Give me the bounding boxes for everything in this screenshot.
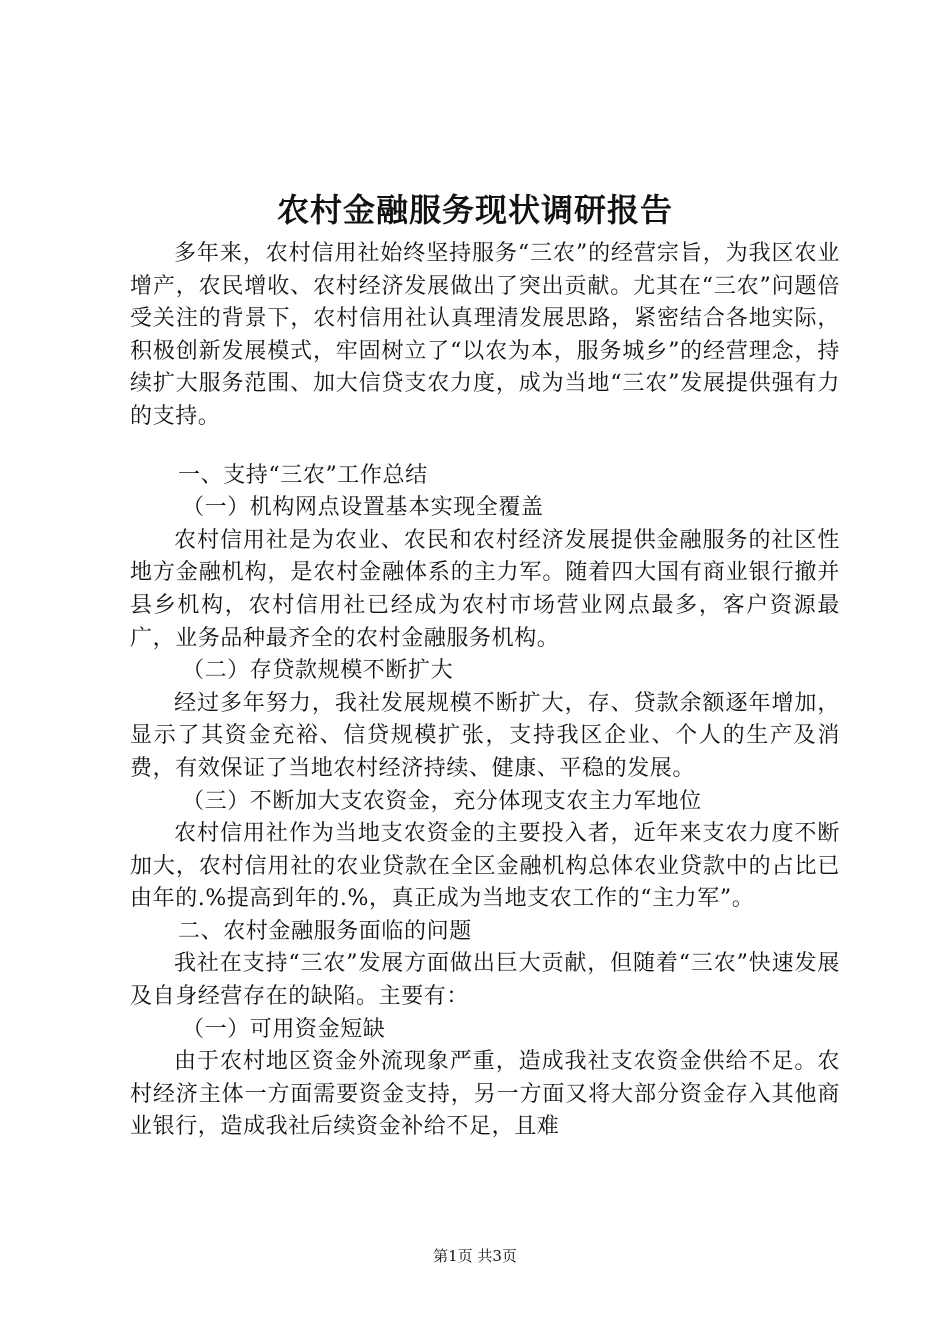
document-title: 农村金融服务现状调研报告 xyxy=(276,191,673,229)
intro-paragraph: 多年来，农村信用社始终坚持服务“三农”的经营宗旨，为我区农业增产，农民增收、农村经济发展做出了突出贡献。尤其在“三农”问题倍受关注的背景下，农村信用社认真理清发展思路，紧密结合各地实际，积极创新发展模式，牢固树立了“以农为本，服务城乡”的经营理念，持续扩大服务范围、加大信贷支农力度，成为当地“三农”发展提供强有力的支持。 xyxy=(130,241,840,429)
section-heading-2: 二、农村金融服务面临的问题 xyxy=(178,918,472,944)
paragraph-1-2: 经过多年努力，我社发展规模不断扩大，存、贷款余额逐年增加，显示了其资金充裕、信贷规模扩张，支持我区企业、个人的生产及消费，有效保证了当地农村经济持续、健康、平稳的发展。 xyxy=(130,690,840,781)
subsection-heading-1-1: （一）机构网点设置基本实现全覆盖 xyxy=(182,495,544,521)
page-number-footer: 第1页 共3页 xyxy=(433,1247,517,1265)
subsection-heading-1-2: （二）存贷款规模不断扩大 xyxy=(182,658,454,684)
paragraph-1-1: 农村信用社是为农业、农民和农村经济发展提供金融服务的社区性地方金融机构，是农村金融体系的主力军。随着四大国有商业银行撤并县乡机构，农村信用社已经成为农村市场营业网点最多，客户资源最广，业务品种最齐全的农村金融服务机构。 xyxy=(130,527,840,651)
paragraph-spacer xyxy=(130,434,840,460)
subsection-heading-2-1: （一）可用资金短缺 xyxy=(182,1016,386,1042)
section-heading-1: 一、支持“三农”工作总结 xyxy=(178,462,428,488)
subsection-heading-1-3: （三）不断加大支农资金，充分体现支农主力军地位 xyxy=(182,788,702,814)
document-body xyxy=(130,238,840,1144)
paragraph-2: 我社在支持“三农”发展方面做出巨大贡献，但随着“三农”快速发展及自身经营存在的缺陷。主要有： xyxy=(130,951,840,1010)
paragraph-1-3: 农村信用社作为当地支农资金的主要投入者，近年来支农力度不断加大，农村信用社的农业贷款在全区金融机构总体农业贷款中的占比已由年的.%提高到年的.%，真正成为当地支农工作的“主力军”。 xyxy=(130,821,840,912)
paragraph-2-1: 由于农村地区资金外流现象严重，造成我社支农资金供给不足。农村经济主体一方面需要资金支持，另一方面又将大部分资金存入其他商业银行，造成我社后续资金补给不足，且难 xyxy=(130,1049,840,1140)
